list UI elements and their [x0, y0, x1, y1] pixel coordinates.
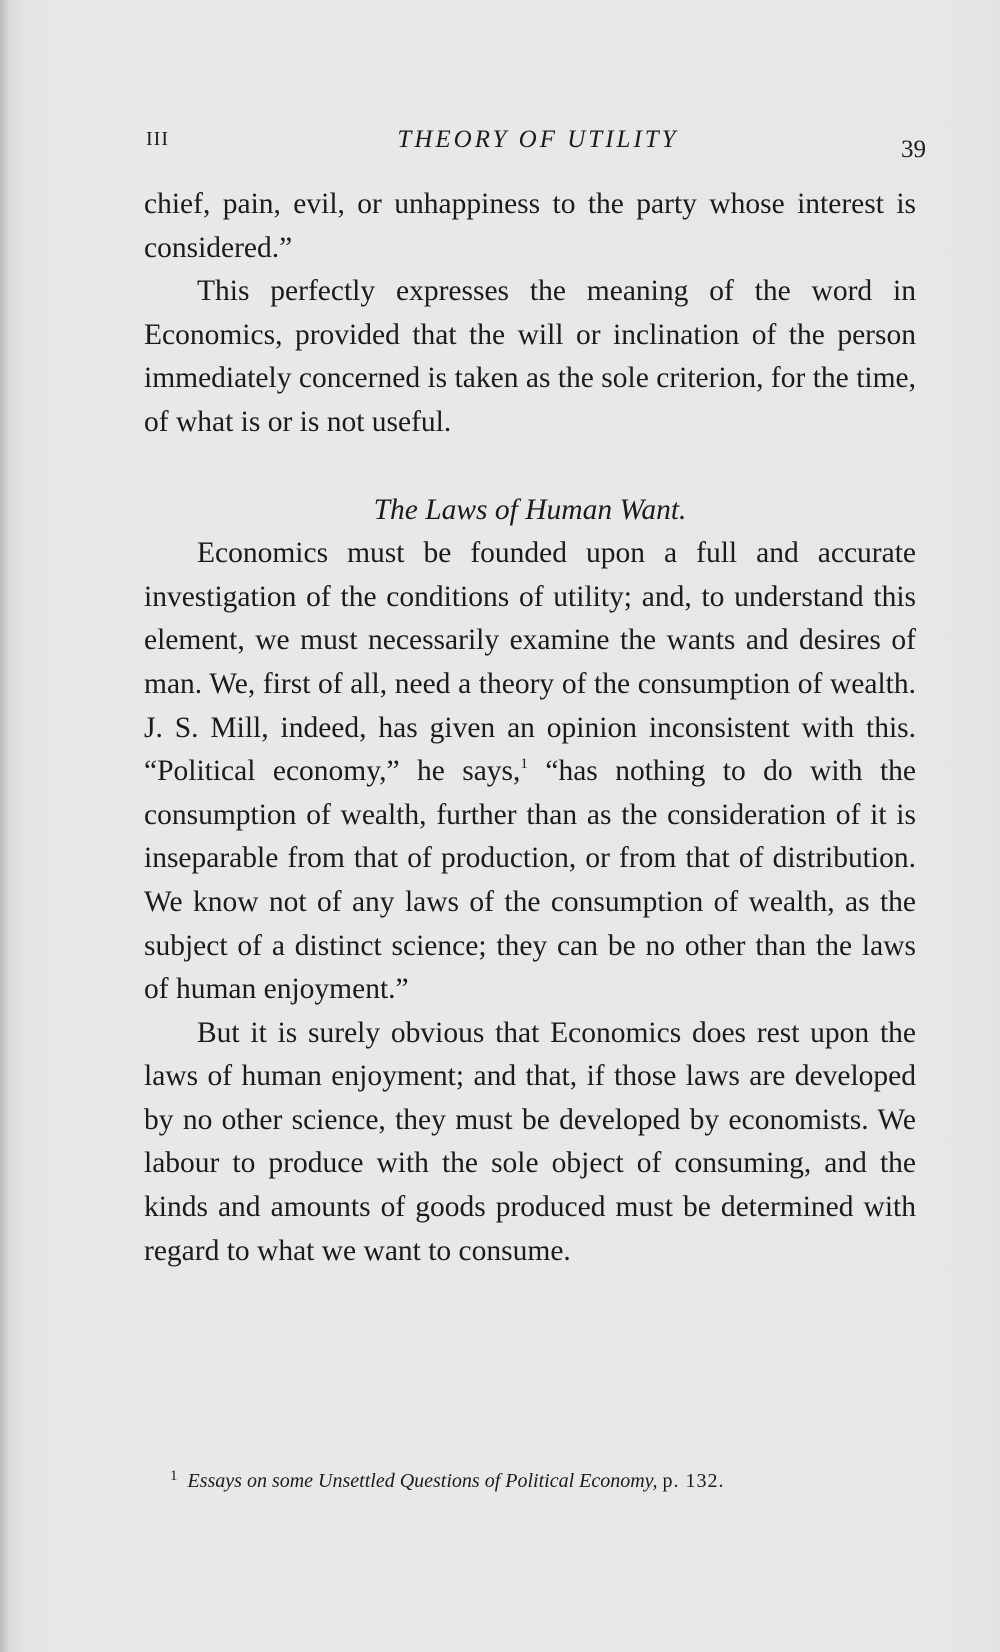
body-text: [144, 183, 916, 1273]
running-head: [144, 126, 926, 166]
footnote-reference: 1: [520, 756, 528, 773]
section-heading: The Laws of Human Want.: [373, 493, 687, 526]
page-number: 39: [901, 136, 926, 163]
paragraph: [144, 532, 916, 1012]
paragraph: This perfectly expresses the meaning of the word in Economics, provided that the will or inclination of the person immediately concerned is taken as the sole criterion, for the time, of what is or is not useful.: [144, 275, 916, 438]
footnote-title: Essays on some Unsettled Questions of Political Economy,: [187, 1470, 658, 1492]
paragraph-text: Economics must be founded upon a full and accurate investigation of the conditions of utility; and, to understand this element, we must necessarily examine the wants and desires of man. We, first of all, need a theory of the consumption of wealth. J. S. Mill, indeed, has given an opinion inconsistent with this. “Political economy,” he says,: [144, 537, 916, 788]
paragraph: But it is surely obvious that Economics does rest upon the laws of human enjoyment; and that, if those laws are developed by no other science, they must be developed by economists. We labour to produce with the sole object of consuming, and the kinds and amounts of goods produced must be determined with regard to what we want to consume.: [144, 1016, 916, 1267]
paragraph-continued: chief, pain, evil, or unhappiness to the party whose interest is considered.”: [144, 188, 916, 264]
running-title: THEORY OF UTILITY: [397, 126, 679, 153]
chapter-number: III: [146, 128, 169, 150]
footnote-page-ref: p. 132.: [662, 1470, 725, 1492]
footnote-mark: 1: [170, 1468, 178, 1484]
paragraph-text: “has nothing to do with the consumption of wealth, further than as the consideration of it is inseparable from that of production, or from that of distribution. We know not of any laws of the consumption of wealth, as the subject of a distinct science; they can be no other than the laws of human enjoyment.”: [144, 755, 916, 1006]
page-gutter-shadow: [0, 0, 8, 1652]
footnote: [170, 1462, 930, 1495]
